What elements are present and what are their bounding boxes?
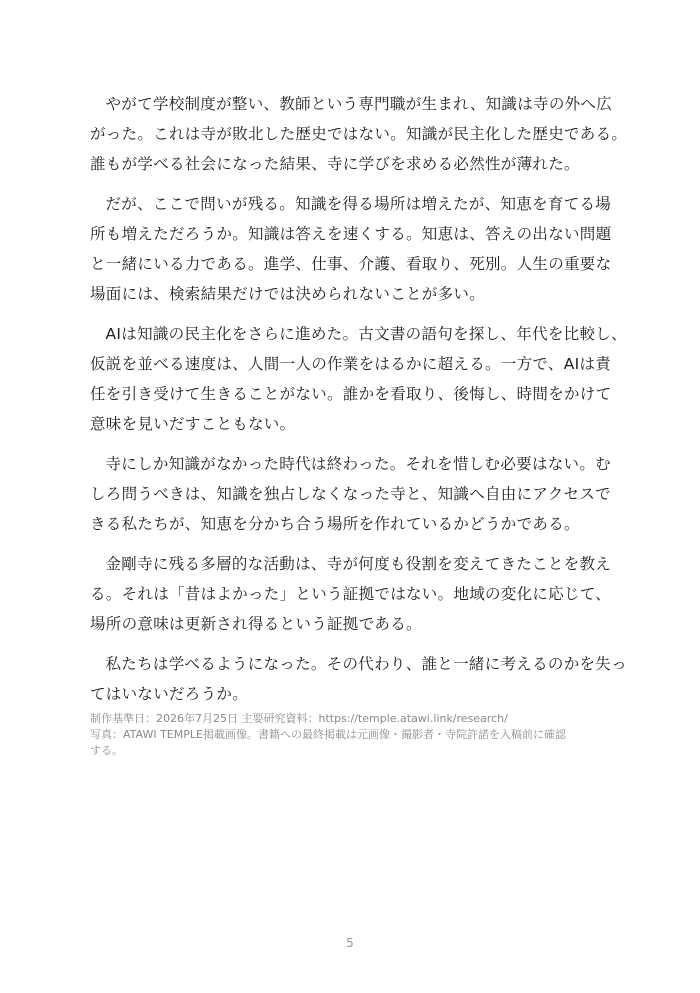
paragraph-line: 金剛寺に残る多層的な活動は、寺が何度も役割を変えてきたことを教え [105,555,612,573]
body-text [90,89,630,719]
paragraph-line: てはいないだろうか。 [90,685,249,703]
page-number: 5 [346,936,354,950]
footnote-photo-credit: 写真：ATAWI TEMPLE掲載画像。書籍への最終掲載は元画像・撮影者・寺院許諾を入稿前に確認 [90,728,566,741]
paragraph-line: やがて学校制度が整い、教師という専門職が生まれ、知識は寺の外へ広 [105,95,613,113]
paragraph-6 [90,649,630,709]
footnote-photo-credit-continued: する。 [90,744,123,757]
paragraph-3 [90,319,630,439]
paragraph-line: がった。これは寺が敗北した歴史ではない。知識が民主化した歴史である。 [90,125,628,143]
paragraph-line: しろ問うべきは、知識を独占しなくなった寺と、知識へ自由にアクセスで [90,485,611,503]
paragraph-line: 誰もが学べる社会になった結果、寺に学びを求める必然性が薄れた。 [90,155,580,173]
paragraph-line: 場面には、検索結果だけでは決められないことが多い。 [90,285,486,303]
paragraph-line: 寺にしか知識がなかった時代は終わった。それを惜しむ必要はない。む [105,455,611,473]
paragraph-line: きる私たちが、知恵を分かち合う場所を作れているかどうかである。 [90,515,580,533]
paragraph-line: 場所の意味は更新され得るという証拠である。 [90,615,422,633]
paragraph-line: 所も増えただろうか。知識は答えを速くする。知恵は、答えの出ない問題 [90,225,612,243]
paragraph-line: AIは知識の民主化をさらに進めた。古文書の語句を探し、年代を比較し、 [105,325,627,343]
paragraph-line: と一緒にいる力である。進学、仕事、介護、看取り、死別。人生の重要な [90,255,612,273]
paragraph-line: 仮説を並べる速度は、人間一人の作業をはるかに超える。一方で、AIは責 [90,355,612,373]
paragraph-line: 意味を見いだすこともない。 [90,415,296,433]
paragraph-line: だが、ここで問いが残る。知識を得る場所は増えたが、知恵を育てる場 [105,195,612,213]
paragraph-line: る。それは「昔はよかった」という証拠ではない。地域の変化に応じて、 [90,585,612,603]
paragraph-line: 私たちは学べるようになった。その代わり、誰と一緒に考えるのかを失っ [105,655,627,673]
paragraph-4 [90,449,630,539]
paragraph-5 [90,549,630,639]
paragraph-2 [90,189,630,309]
footnotes [90,711,610,759]
paragraph-line: 任を引き受けて生きることがない。誰かを看取り、後悔し、時間をかけて [90,385,612,403]
paragraph-1 [90,89,630,179]
footnote-reference-date: 制作基準日：2026年7月25日 主要研究資料：https://temple.atawi.link/research/ [90,712,508,725]
